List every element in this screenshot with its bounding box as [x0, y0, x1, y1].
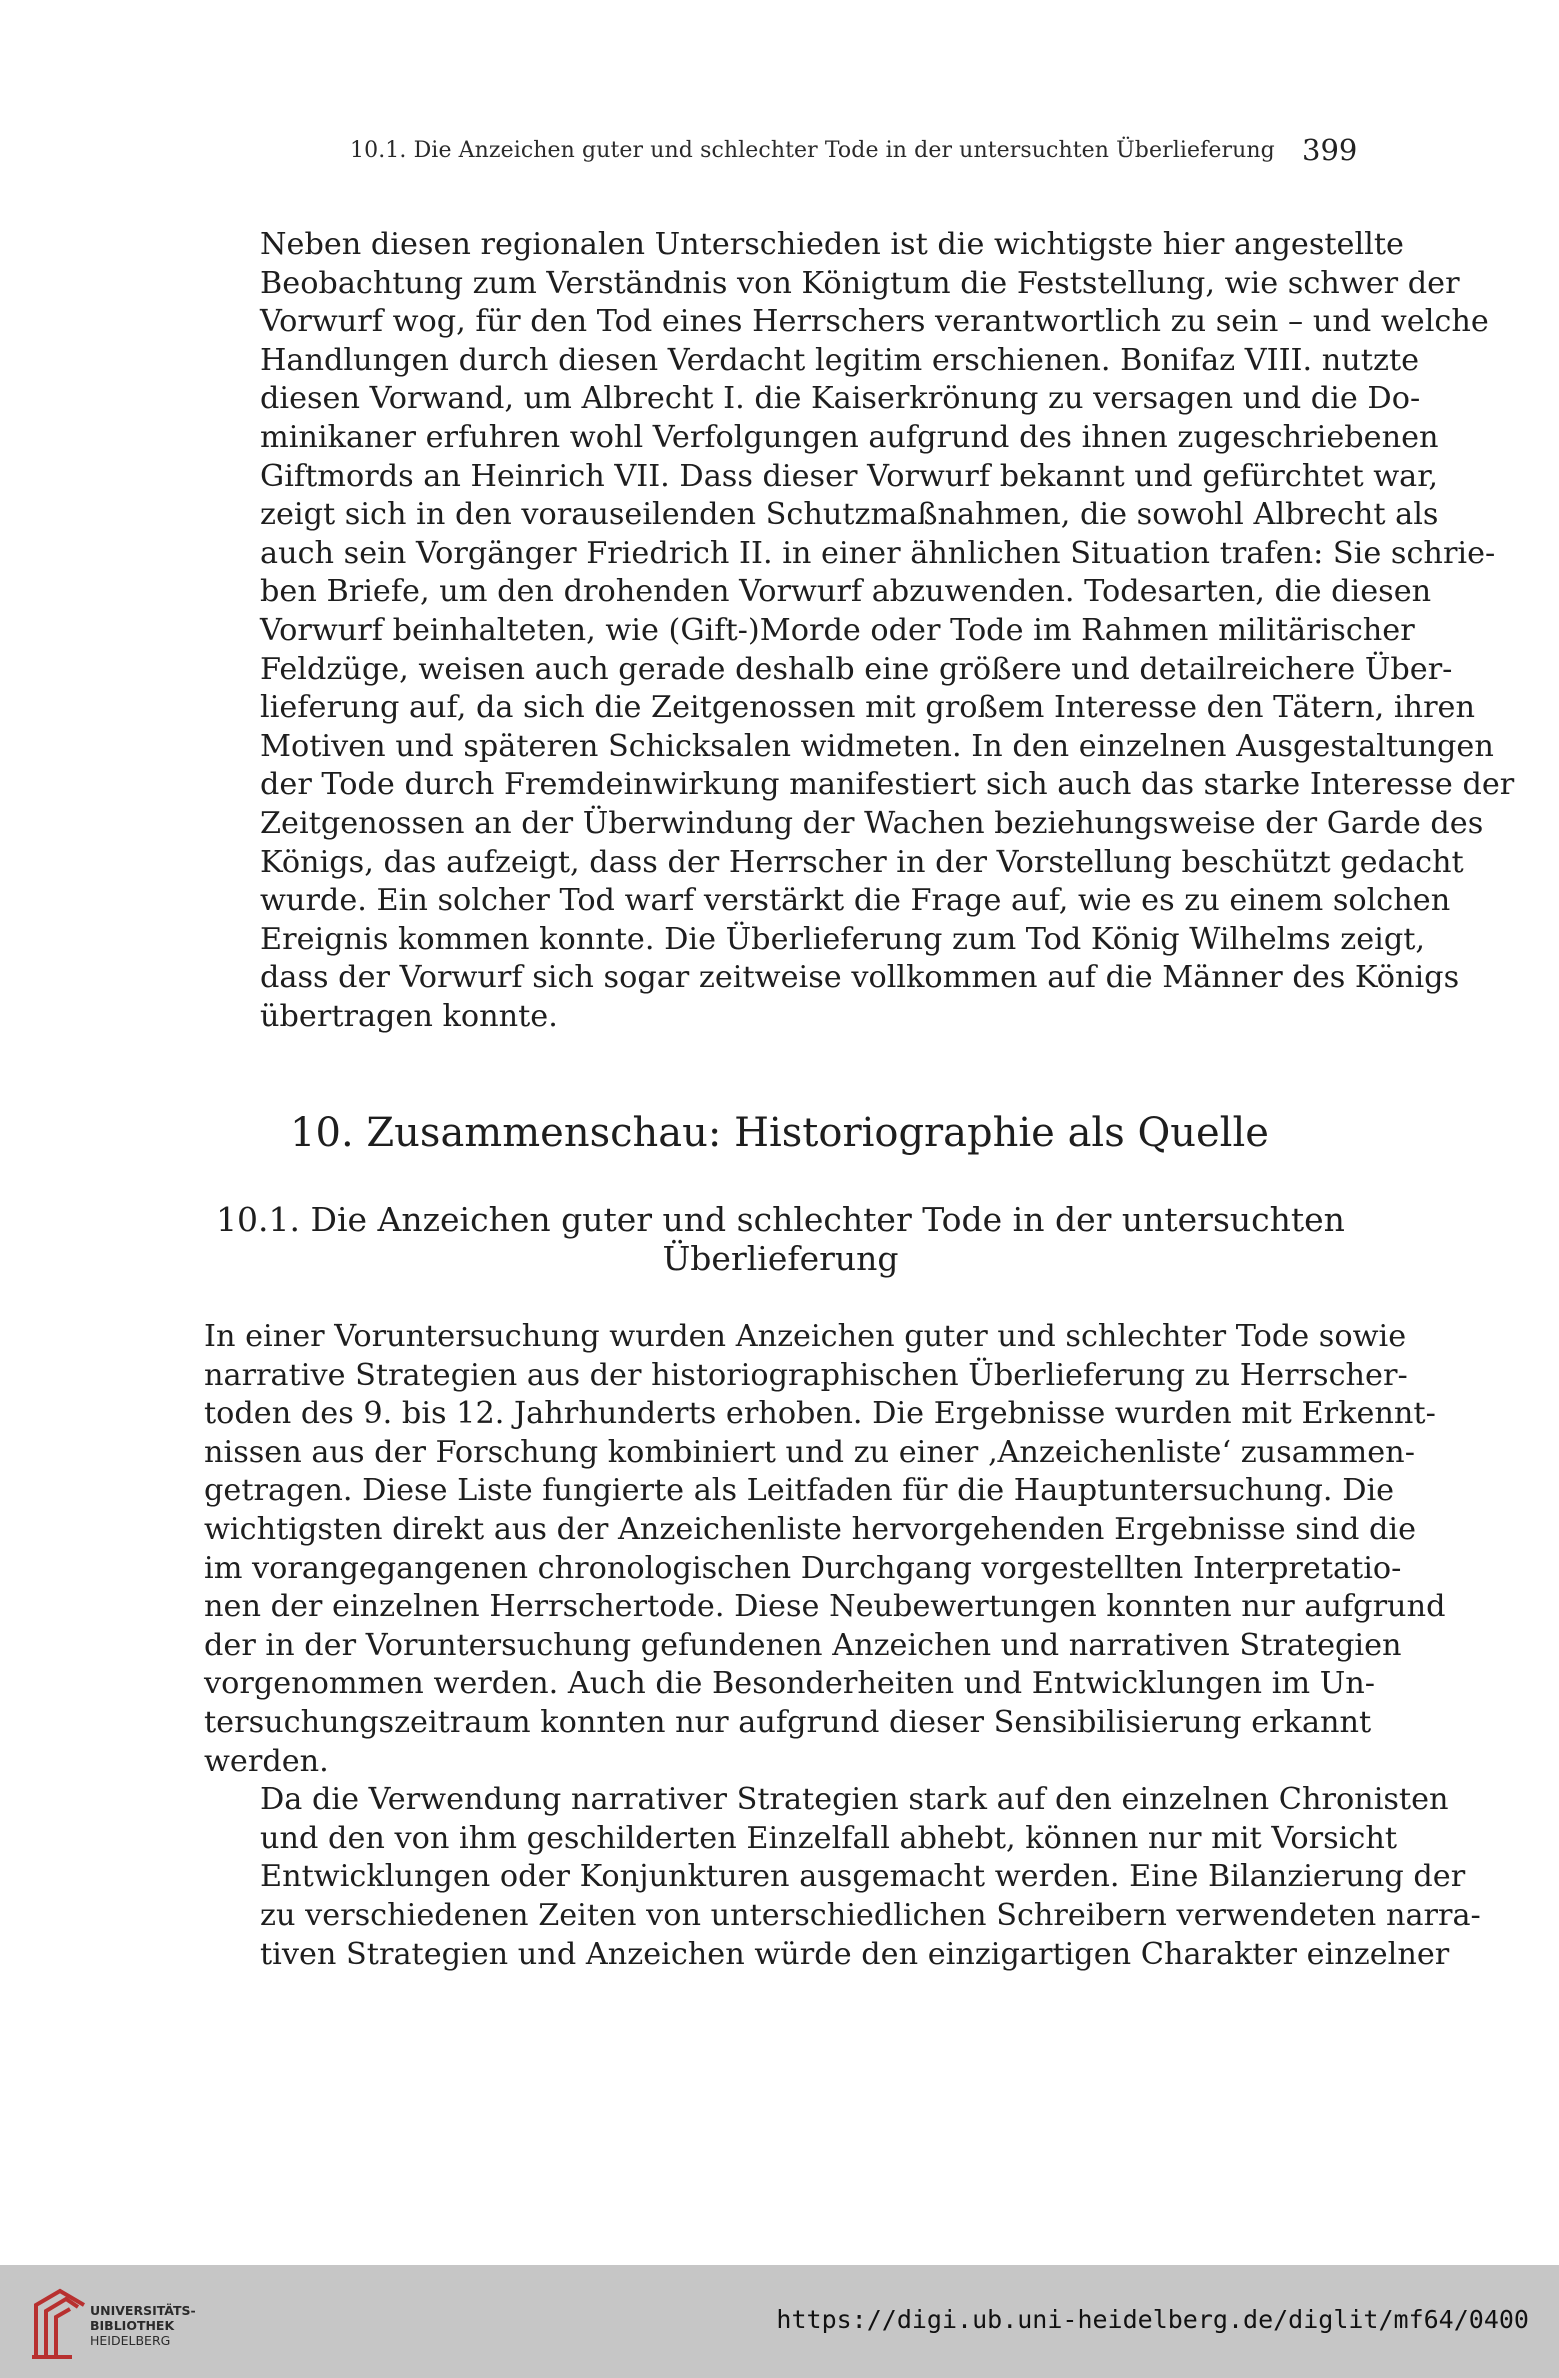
running-head: 10.1. Die Anzeichen guter und schlechter Tode in der untersuchten Überlieferung: [350, 138, 1275, 163]
text-line: dass der Vorwurf sich sogar zeitweise vollkommen auf die Männer des Königs: [260, 960, 1460, 996]
text-line: Motiven und späteren Schicksalen widmeten. In den einzelnen Ausgestaltungen: [260, 728, 1494, 764]
section-heading-line: Überlieferung: [662, 1239, 899, 1278]
source-url-link[interactable]: https://digi.ub.uni-heidelberg.de/diglit/mf64/0400: [776, 2305, 1529, 2334]
text-line: lieferung auf, da sich die Zeitgenossen mit großem Interesse den Tätern, ihren: [260, 690, 1475, 726]
text-line: im vorangegangenen chronologischen Durchgang vorgestellten Interpretatio-: [204, 1550, 1402, 1586]
text-line: zu verschiedenen Zeiten von unterschiedlichen Schreibern verwendeten narra-: [260, 1897, 1481, 1933]
text-line: toden des 9. bis 12. Jahrhunderts erhoben. Die Ergebnisse wurden mit Erkennt-: [204, 1396, 1436, 1432]
section-heading-line: 10.1. Die Anzeichen guter und schlechter Tode in der untersuchten: [216, 1200, 1345, 1239]
section-heading: [204, 1200, 1357, 1278]
text-line: Entwicklungen oder Konjunkturen ausgemacht werden. Eine Bilanzierung der: [260, 1859, 1466, 1895]
text-line: der in der Voruntersuchung gefundenen Anzeichen und narrativen Strategien: [204, 1627, 1402, 1663]
text-line: wurde. Ein solcher Tod warf verstärkt die Frage auf, wie es zu einem solchen: [260, 883, 1451, 919]
text-line: tersuchungszeitraum konnten nur aufgrund dieser Sensibilisierung erkannt: [204, 1704, 1372, 1740]
chapter-heading: 10. Zusammenschau: Historiographie als Quelle: [290, 1110, 1269, 1156]
text-line: und den von ihm geschilderten Einzelfall abhebt, können nur mit Vorsicht: [260, 1820, 1398, 1856]
text-line: Feldzüge, weisen auch gerade deshalb eine größere und detailreichere Über-: [260, 651, 1453, 687]
text-line: Zeitgenossen an der Überwindung der Wachen beziehungsweise der Garde des: [260, 805, 1484, 841]
text-line: tiven Strategien und Anzeichen würde den einzigartigen Charakter einzelner: [260, 1936, 1450, 1972]
text-line: nen der einzelnen Herrschertode. Diese Neubewertungen konnten nur aufgrund: [204, 1589, 1446, 1625]
text-line: narrative Strategien aus der historiographischen Überlieferung zu Herrscher-: [204, 1357, 1408, 1393]
digitization-footer: [0, 2265, 1559, 2378]
text-block-lower: [204, 1318, 1481, 1974]
text-line: vorgenommen werden. Auch die Besonderheiten und Entwicklungen im Un-: [204, 1666, 1376, 1702]
text-block-upper: [204, 226, 1515, 1036]
text-line: werden.: [204, 1743, 329, 1779]
text-line: minikaner erfuhren wohl Verfolgungen aufgrund des ihnen zugeschriebenen: [260, 419, 1439, 455]
library-name-line-3: HEIDELBERG: [90, 2333, 171, 2348]
text-line: Vorwurf wog, für den Tod eines Herrschers verantwortlich zu sein – und welche: [260, 304, 1489, 340]
library-name-line-2: BIBLIOTHEK: [90, 2318, 175, 2333]
library-logo-icon: [26, 2283, 96, 2363]
text-line: diesen Vorwand, um Albrecht I. die Kaiserkrönung zu versagen und die Do-: [260, 381, 1421, 417]
text-line: wichtigsten direkt aus der Anzeichenliste hervorgehenden Ergebnisse sind die: [204, 1511, 1417, 1547]
text-line: übertragen konnte.: [260, 998, 558, 1034]
text-line: Neben diesen regionalen Unterschieden ist die wichtigste hier angestellte: [260, 227, 1404, 262]
library-name-line-1: UNIVERSITÄTS-: [90, 2303, 196, 2318]
text-line: auch sein Vorgänger Friedrich II. in einer ähnlichen Situation trafen: Sie schrie-: [260, 535, 1496, 571]
text-line: Giftmords an Heinrich VII. Dass dieser Vorwurf bekannt und gefürchtet war,: [260, 458, 1439, 494]
text-line: Handlungen durch diesen Verdacht legitim erschienen. Bonifaz VIII. nutzte: [260, 342, 1420, 378]
paragraph-regional-differences: [204, 226, 1515, 1036]
text-line: Beobachtung zum Verständnis von Königtum die Feststellung, wie schwer der: [260, 265, 1460, 301]
text-line: Vorwurf beinhalteten, wie (Gift-)Morde oder Tode im Rahmen militärischer: [260, 612, 1415, 648]
paragraph-narrative-strategies: [204, 1781, 1481, 1974]
text-line: Ereignis kommen konnte. Die Überlieferung zum Tod König Wilhelms zeigt,: [260, 921, 1426, 957]
text-line: Da die Verwendung narrativer Strategien stark auf den einzelnen Chronisten: [260, 1782, 1449, 1818]
page-number: 399: [1302, 133, 1358, 167]
paragraph-preliminary-study: [204, 1318, 1446, 1781]
text-line: ben Briefe, um den drohenden Vorwurf abzuwenden. Todesarten, die diesen: [260, 574, 1432, 610]
text-line: getragen. Diese Liste fungierte als Leitfaden für die Hauptuntersuchung. Die: [204, 1473, 1395, 1509]
text-line: Königs, das aufzeigt, dass der Herrscher in der Vorstellung beschützt gedacht: [260, 844, 1464, 880]
text-line: zeigt sich in den vorauseilenden Schutzmaßnahmen, die sowohl Albrecht als: [260, 497, 1439, 533]
library-name: [90, 2303, 196, 2348]
text-line: In einer Voruntersuchung wurden Anzeichen guter und schlechter Tode sowie: [204, 1319, 1407, 1354]
text-line: nissen aus der Forschung kombiniert und zu einer ‚Anzeichenliste‘ zusammen-: [204, 1434, 1415, 1470]
text-line: der Tode durch Fremdeinwirkung manifestiert sich auch das starke Interesse der: [260, 767, 1515, 803]
